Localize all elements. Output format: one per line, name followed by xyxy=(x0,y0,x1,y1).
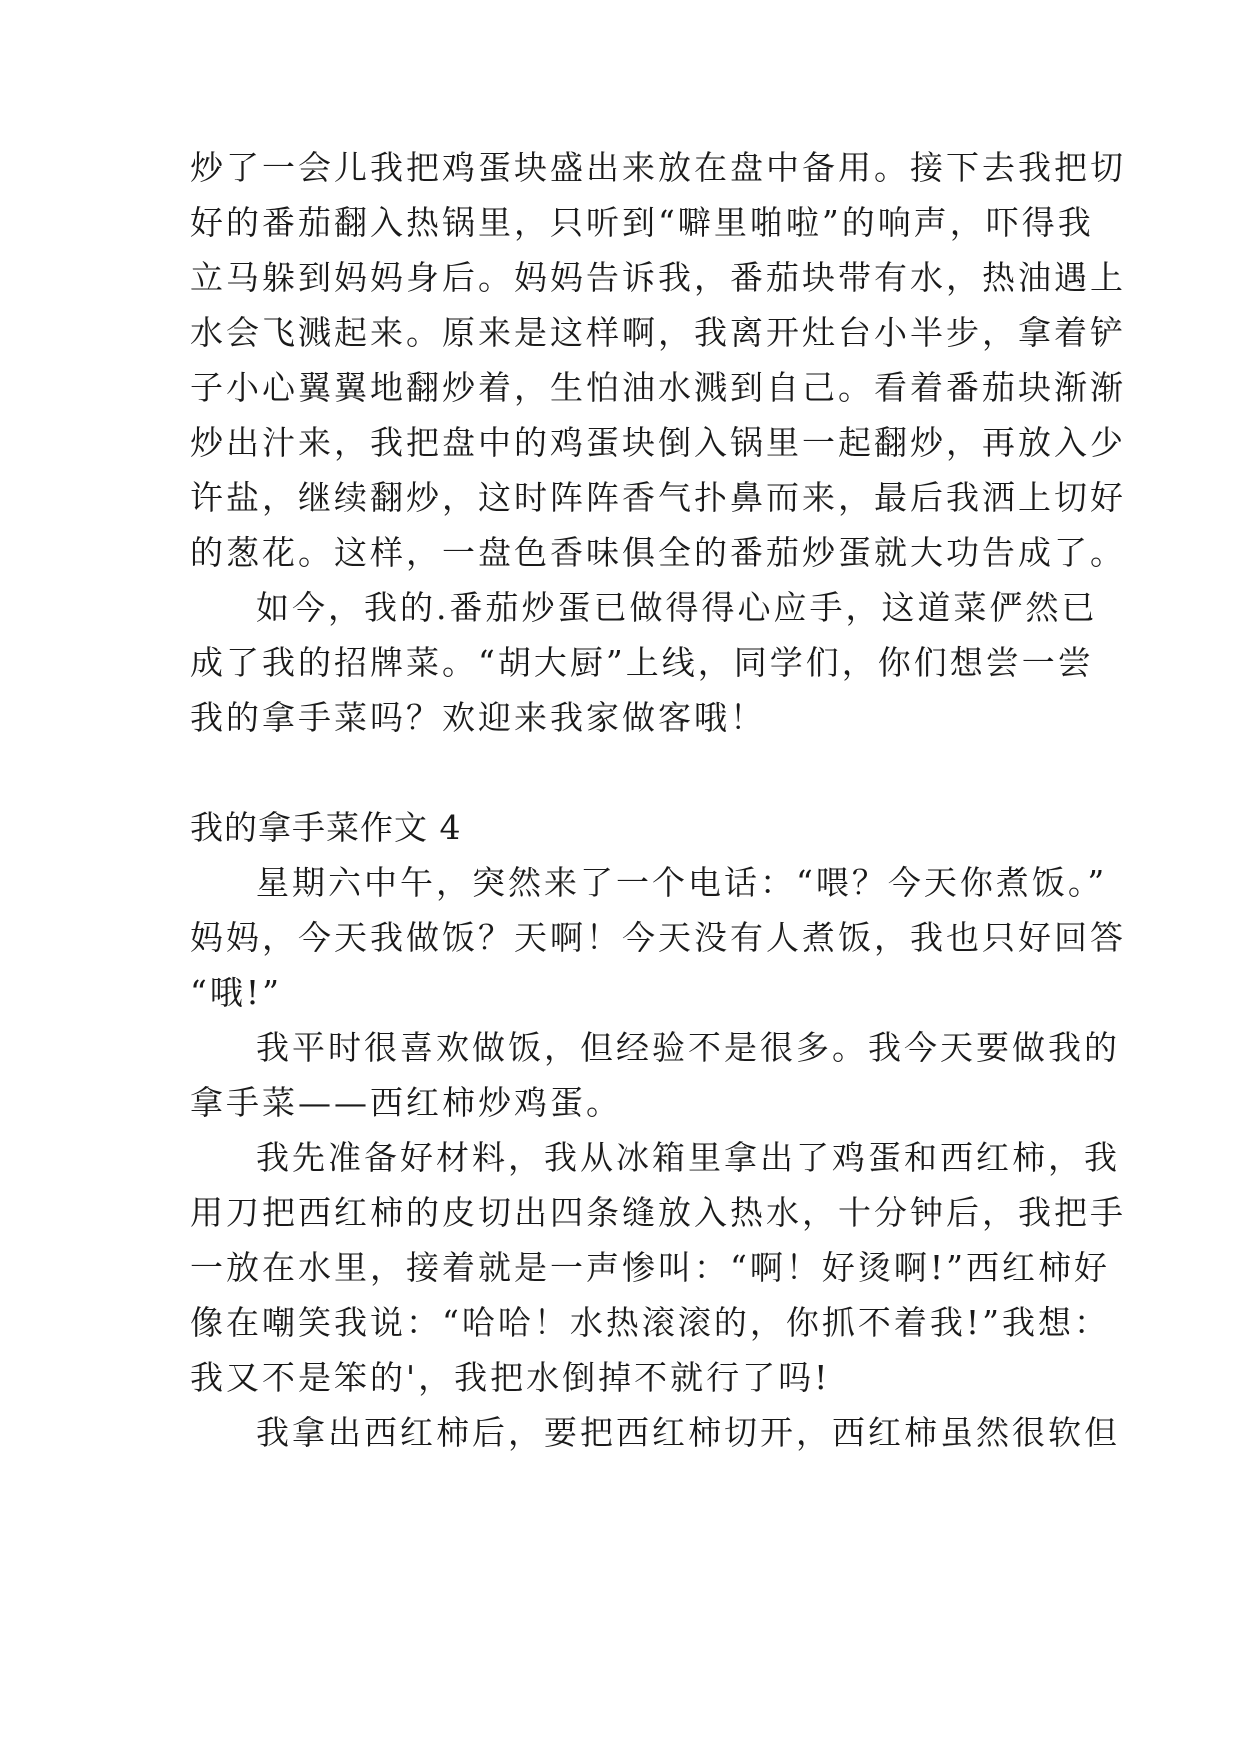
text-line: 水会飞溅起来。原来是这样啊，我离开灶台小半步，拿着铲 xyxy=(190,313,1126,352)
text-line: 我又不是笨的'，我把水倒掉不就行了吗! xyxy=(190,1358,831,1397)
section-title: 我的拿手菜作文 4 xyxy=(190,808,462,847)
text-line: 我拿出西红柿后，要把西红柿切开，西红柿虽然很软但 xyxy=(256,1413,1120,1452)
text-line: 像在嘲笑我说：“哈哈！水热滚滚的，你抓不着我!”我想： xyxy=(190,1303,1111,1342)
text-line: 妈妈，今天我做饭？天啊！今天没有人煮饭，我也只好回答 xyxy=(190,918,1126,957)
text-line: 好的番茄翻入热锅里，只听到“噼里啪啦”的响声，吓得我 xyxy=(190,203,1094,242)
text-line: 炒出汁来，我把盘中的鸡蛋块倒入锅里一起翻炒，再放入少 xyxy=(190,423,1126,462)
text-line: 一放在水里，接着就是一声惨叫：“啊！好烫啊!”西红柿好 xyxy=(190,1248,1111,1287)
text-line: 如今，我的.番茄炒蛋已做得得心应手，这道菜俨然已 xyxy=(256,588,1098,627)
text-line: 子小心翼翼地翻炒着，生怕油水溅到自己。看着番茄块渐渐 xyxy=(190,368,1126,407)
text-line: 的葱花。这样，一盘色香味俱全的番茄炒蛋就大功告成了。 xyxy=(190,533,1126,572)
text-line: 拿手菜——西红柿炒鸡蛋。 xyxy=(190,1083,622,1122)
text-line: 许盐，继续翻炒，这时阵阵香气扑鼻而来，最后我洒上切好 xyxy=(190,478,1126,517)
text-line: 我的拿手菜吗？欢迎来我家做客哦！ xyxy=(190,698,766,737)
text-line: 用刀把西红柿的皮切出四条缝放入热水，十分钟后，我把手 xyxy=(190,1193,1126,1232)
text-line: “哦!” xyxy=(190,973,283,1012)
text-line: 星期六中午，突然来了一个电话：“喂？今天你煮饭。” xyxy=(256,863,1108,902)
text-line: 我先准备好材料，我从冰箱里拿出了鸡蛋和西红柿，我 xyxy=(256,1138,1120,1177)
text-line: 炒了一会儿我把鸡蛋块盛出来放在盘中备用。接下去我把切 xyxy=(190,148,1126,187)
text-line: 立马躲到妈妈身后。妈妈告诉我，番茄块带有水，热油遇上 xyxy=(190,258,1126,297)
text-line: 我平时很喜欢做饭，但经验不是很多。我今天要做我的 xyxy=(256,1028,1120,1067)
text-line: 成了我的招牌菜。“胡大厨”上线，同学们，你们想尝一尝 xyxy=(190,643,1094,682)
